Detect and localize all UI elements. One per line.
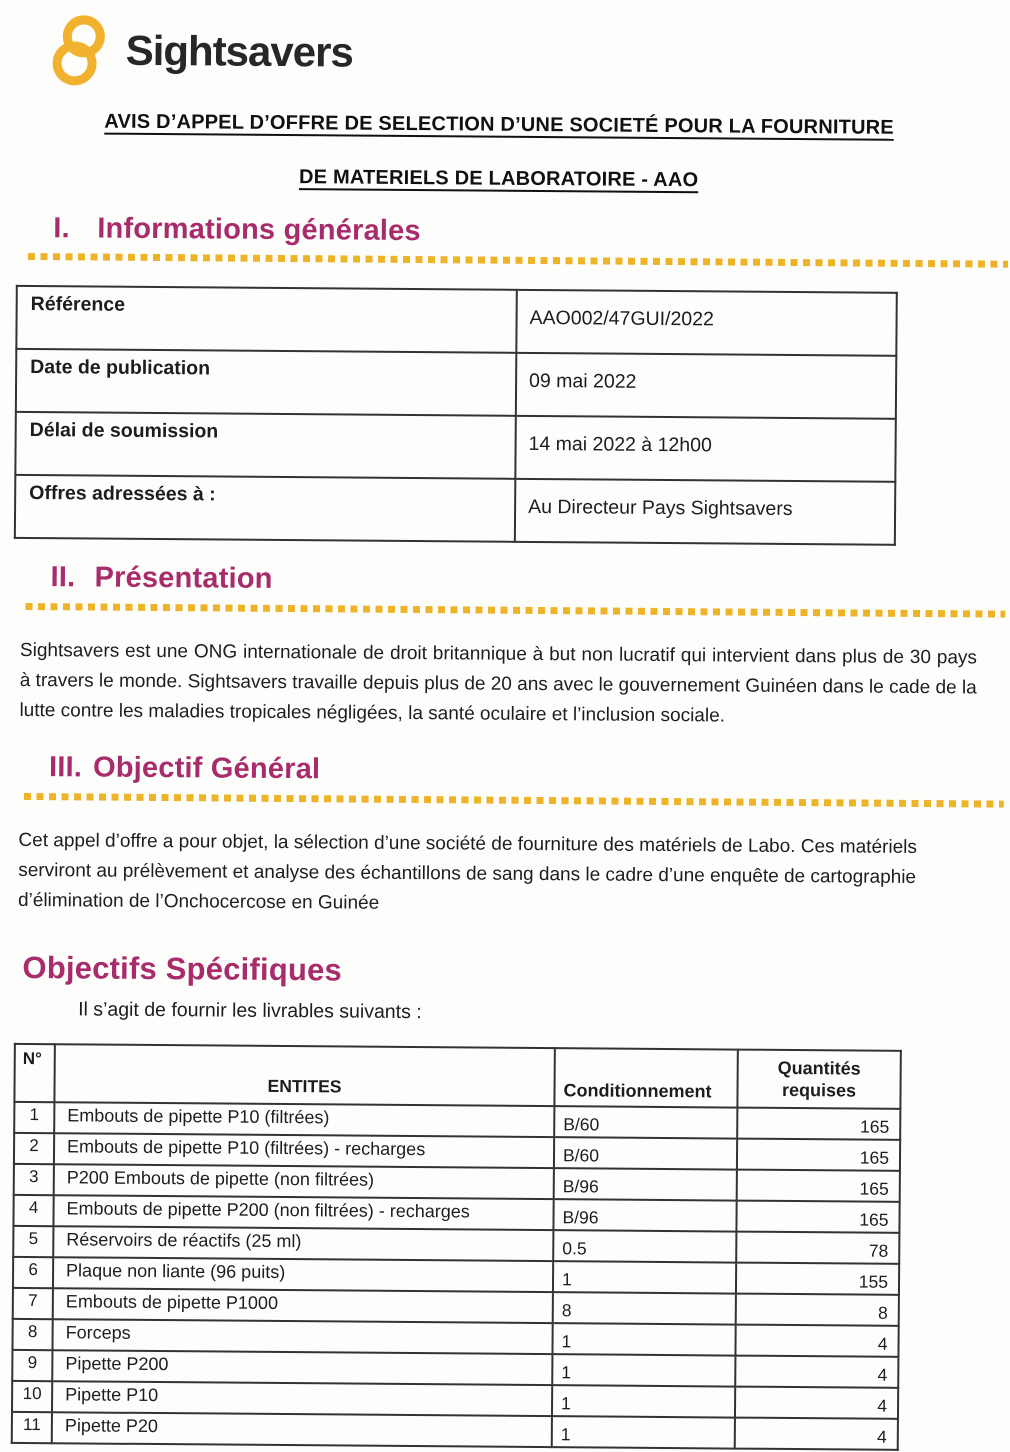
item-qty: 165 — [737, 1139, 900, 1171]
dotted-divider — [24, 793, 1004, 808]
section-number: II. — [50, 561, 76, 594]
document-title-line1: AVIS D’APPEL D’OFFRE DE SELECTION D’UNE SOCIETÉ POUR LA FOURNITURE — [104, 110, 894, 139]
item-num: 3 — [14, 1164, 54, 1195]
info-label: Délai de soumission — [15, 412, 515, 479]
item-num: 9 — [12, 1350, 52, 1381]
brand-name: Sightsavers — [125, 26, 353, 76]
dotted-divider — [28, 253, 1008, 268]
item-entity: Embouts de pipette P1000 — [53, 1288, 553, 1323]
table-row — [12, 1412, 898, 1450]
section-heading-objectif-general — [0, 751, 994, 792]
item-packaging: 1 — [552, 1354, 735, 1386]
header-num: N° — [14, 1044, 54, 1102]
info-value: 14 mai 2022 à 12h00 — [515, 416, 895, 482]
item-qty: 165 — [737, 1108, 900, 1140]
item-packaging: 1 — [553, 1261, 736, 1293]
document-title — [0, 110, 999, 195]
item-entity: Embouts de pipette P10 (filtrées) - recharges — [54, 1133, 554, 1168]
item-num: 11 — [12, 1412, 52, 1443]
section-heading-objectifs-specifiques: Objectifs Spécifiques — [22, 949, 343, 988]
items-table — [11, 1043, 902, 1451]
item-qty: 165 — [737, 1170, 900, 1202]
item-packaging: 0.5 — [553, 1230, 736, 1262]
item-num: 2 — [14, 1133, 54, 1164]
item-qty: 8 — [736, 1294, 899, 1326]
item-qty: 165 — [736, 1201, 899, 1233]
info-value: AAO002/47GUI/2022 — [516, 290, 896, 356]
dotted-divider — [25, 603, 1005, 618]
item-qty: 4 — [735, 1356, 898, 1388]
item-packaging: B/60 — [554, 1137, 737, 1169]
section-label: Présentation — [94, 561, 273, 595]
table-row — [16, 286, 896, 356]
item-entity: Pipette P200 — [52, 1350, 552, 1385]
item-num: 10 — [12, 1381, 52, 1412]
presentation-paragraph: Sightsavers est une ONG internationale de droit britannique à but non lucratif qui intervient dans plus de 30 pays à travers le monde. Sightsavers travaille depuis plus de 20 ans avec le gouvernement Guinéen dans le cade de la lutte contre les maladies tropicales négligées, la santé oculaire et l’inclusion sociale. — [19, 639, 978, 727]
item-packaging: 1 — [552, 1385, 735, 1417]
item-entity: P200 Embouts de pipette (non filtrées) — [54, 1164, 554, 1199]
header-conditionnement: Conditionnement — [554, 1048, 737, 1107]
item-packaging: 1 — [552, 1323, 735, 1355]
item-entity: Réservoirs de réactifs (25 ml) — [53, 1226, 553, 1261]
header-entites: ENTITES — [54, 1044, 554, 1106]
item-entity: Pipette P10 — [52, 1381, 552, 1416]
item-packaging: B/96 — [554, 1168, 737, 1200]
objectif-general-paragraph: Cet appel d’offre a pour objet, la sélection d’une société de fourniture des matériels de Labo. Ces matériels serviront au prélèvement et analyse des échantillons de sang dans le cadre d’une enquête de cartographie d’élimination de l’Onchocercose en Guinée — [17, 829, 918, 914]
sightsavers-rings-icon — [47, 14, 110, 90]
info-label: Offres adressées à : — [15, 475, 515, 542]
item-qty: 4 — [735, 1387, 898, 1419]
item-num: 7 — [13, 1288, 53, 1319]
item-entity: Embouts de pipette P200 (non filtrées) - recharges — [53, 1195, 553, 1230]
section-number: III. — [48, 751, 83, 784]
item-qty: 4 — [735, 1418, 898, 1450]
header-quantites: Quantités requises — [737, 1050, 900, 1109]
item-num: 1 — [14, 1102, 54, 1133]
item-packaging: B/96 — [553, 1199, 736, 1231]
sightsavers-logo — [47, 10, 1000, 101]
info-label: Référence — [16, 286, 516, 353]
item-packaging: 8 — [553, 1292, 736, 1324]
section-label: Objectif Général — [92, 751, 321, 786]
table-row — [16, 349, 896, 419]
section-heading-informations — [0, 212, 998, 253]
info-table — [14, 285, 898, 546]
item-entity: Pipette P20 — [52, 1412, 552, 1447]
info-value: 09 mai 2022 — [516, 353, 896, 419]
item-packaging: 1 — [552, 1416, 735, 1448]
item-qty: 155 — [736, 1263, 899, 1295]
item-qty: 4 — [735, 1325, 898, 1357]
table-row — [15, 475, 895, 545]
table-row — [15, 412, 895, 482]
item-num: 5 — [13, 1226, 53, 1257]
info-value: Au Directeur Pays Sightsavers — [515, 479, 895, 545]
deliverables-intro: Il s’agit de fournir les livrables suivants : — [78, 998, 422, 1024]
item-entity: Plaque non liante (96 puits) — [53, 1257, 553, 1292]
section-label: Informations générales — [97, 212, 421, 248]
item-num: 8 — [12, 1319, 52, 1350]
section-number: I. — [53, 212, 70, 245]
item-num: 6 — [13, 1257, 53, 1288]
item-num: 4 — [13, 1195, 53, 1226]
item-entity: Embouts de pipette P10 (filtrées) — [54, 1102, 554, 1137]
item-qty: 78 — [736, 1232, 899, 1264]
table-header-row — [14, 1044, 900, 1109]
item-packaging: B/60 — [554, 1106, 737, 1138]
info-label: Date de publication — [16, 349, 516, 416]
section-heading-presentation — [0, 561, 996, 602]
item-entity: Forceps — [52, 1319, 552, 1354]
document-page — [0, 10, 1000, 1447]
document-title-line2: DE MATERIELS DE LABORATOIRE - AAO — [299, 166, 699, 192]
